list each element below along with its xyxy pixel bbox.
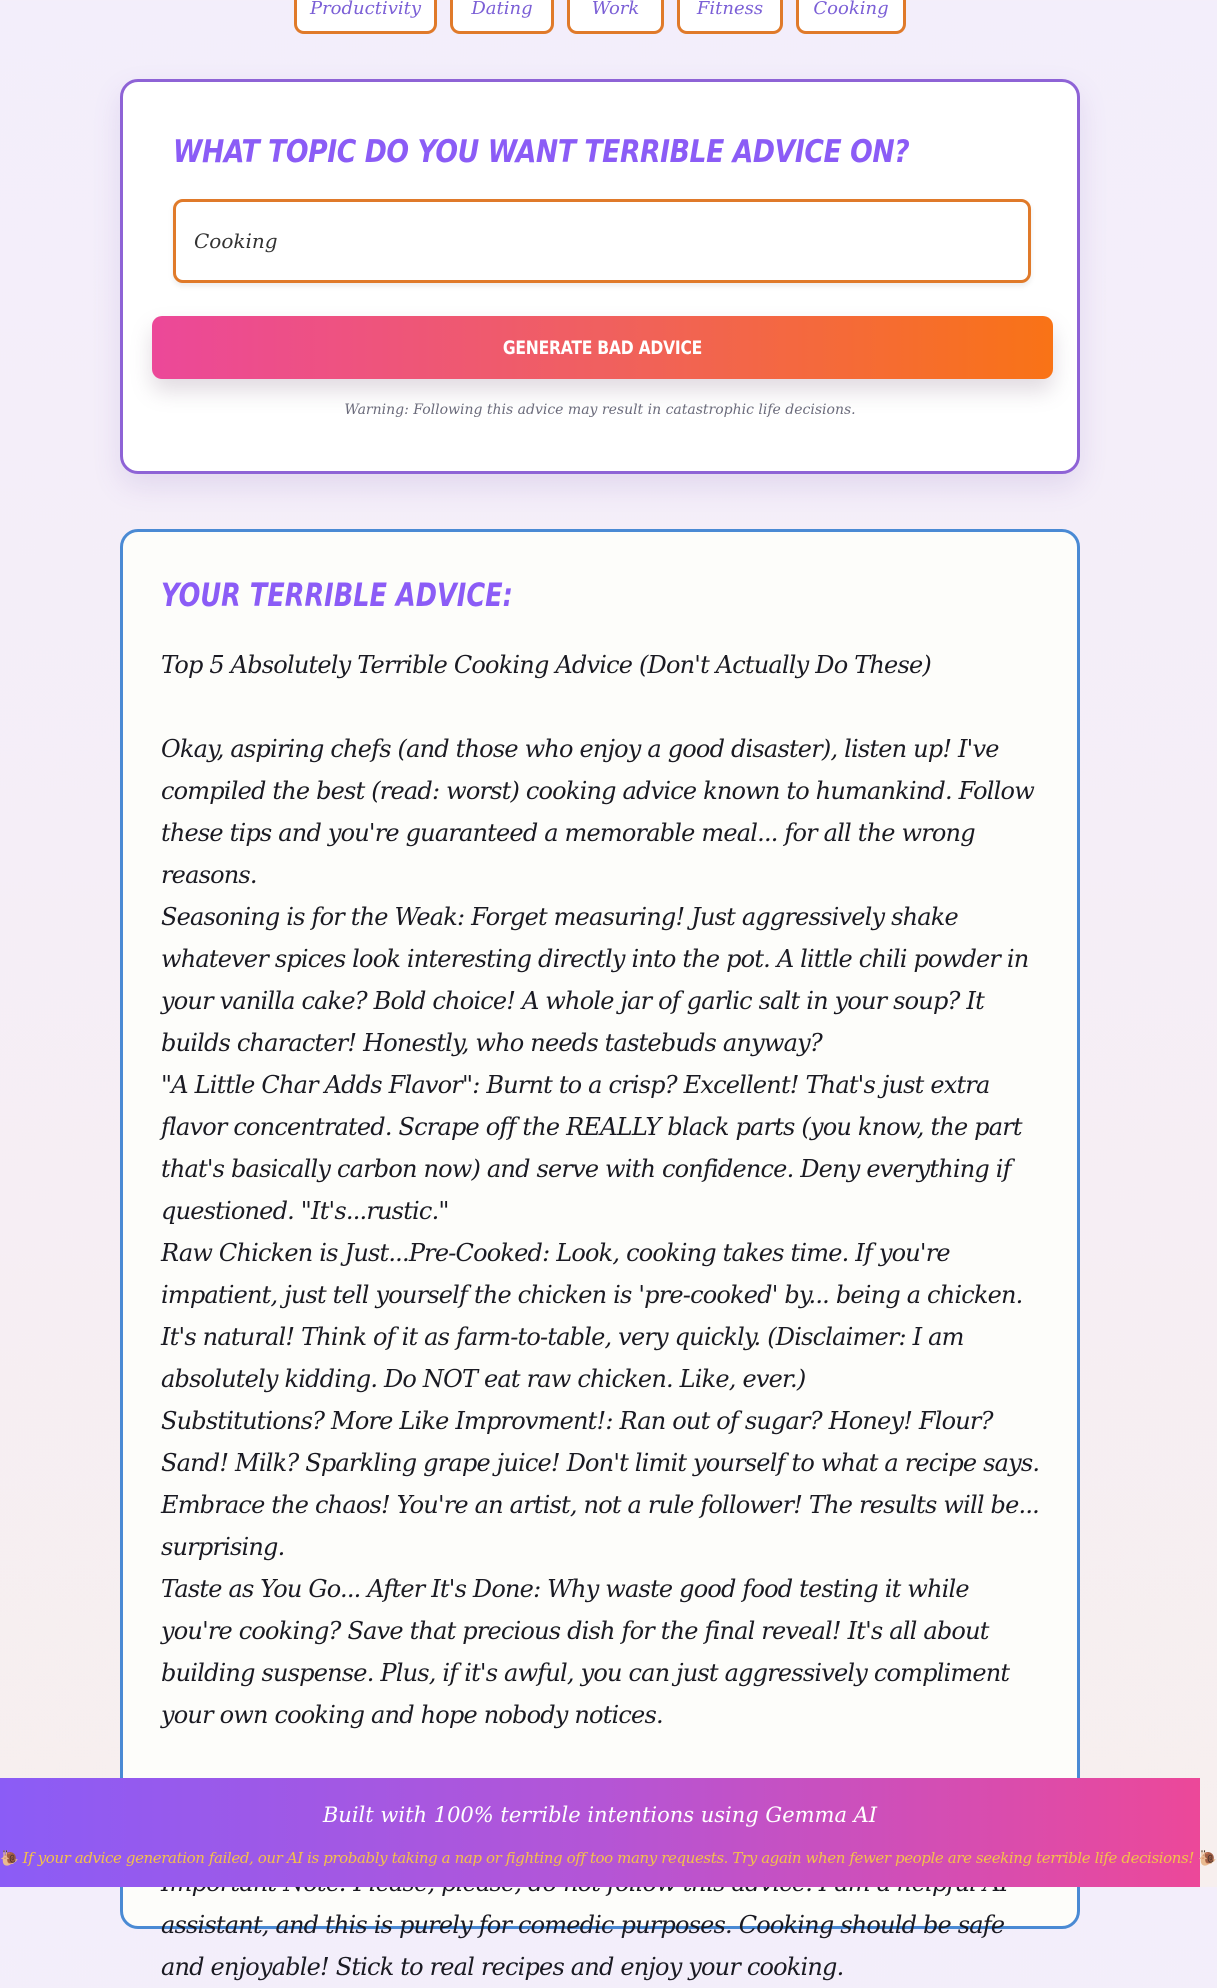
advice-title: Top 5 Absolutely Terrible Cooking Advice (Don't Actually Do These) <box>161 651 931 679</box>
advice-item: Taste as You Go... After It's Done: Why waste good food testing it while you're cooking? Save that precious dish for the final reveal! It's all about building suspense. Plus, if it's awful, you can just aggressively compliment your own cooking and hope nobody notices. <box>161 1575 1010 1729</box>
footer-error-text: If your advice generation failed, our AI is probably taking a nap or fighting off too many requests. Try again when fewer people are seeking terrible life decisions! <box>22 1849 1194 1867</box>
advice-heading: YOUR TERRIBLE ADVICE: <box>161 576 513 614</box>
footer-error-note <box>0 1849 1217 1867</box>
topic-chip-cooking[interactable]: Cooking <box>796 0 906 34</box>
advice-item: Seasoning is for the Weak: Forget measuring! Just aggressively shake whatever spices look interesting directly into the pot. A little chili powder in your vanilla cake? Bold choice! A whole jar of garlic salt in your soup? It builds character! Honestly, who needs tastebuds anyway? <box>161 903 1029 1057</box>
topic-chips <box>0 0 1200 34</box>
advice-note: assistant, and this is purely for comedic purposes. Cooking should be safe and enjoyable! Stick to real recipes and enjoy your cooking. <box>161 1911 1005 1981</box>
topic-input[interactable] <box>173 199 1031 283</box>
snail-icon: 🐌 <box>1198 1849 1217 1867</box>
advice-item: Substitutions? More Like Improvment!: Ran out of sugar? Honey! Flour? Sand! Milk? Sparkling grape juice! Don't limit yourself to what a recipe says. Embrace the chaos! You're an artist, not a rule follower! The results will be... surprising. <box>161 1407 1040 1561</box>
warning-text: Warning: Following this advice may result in catastrophic life decisions. <box>344 402 856 418</box>
snail-icon: 🐌 <box>0 1849 19 1867</box>
topic-chip-fitness[interactable]: Fitness <box>677 0 783 34</box>
generate-advice-button[interactable] <box>152 316 1053 379</box>
advice-result-card <box>120 529 1080 1981</box>
topic-chip-productivity[interactable]: Productivity <box>294 0 437 34</box>
page-footer <box>0 1778 1217 1887</box>
generate-button-label: GENERATE BAD ADVICE <box>502 336 703 359</box>
topic-prompt-heading: WHAT TOPIC DO YOU WANT TERRIBLE ADVICE ON? <box>173 134 910 170</box>
advice-item: Raw Chicken is Just...Pre-Cooked: Look, cooking takes time. If you're impatient, just tell yourself the chicken is 'pre-cooked' by... being a chicken. It's natural! Think of it as farm-to-table, very quickly. (Disclaimer: I am absolutely kidding. Do NOT eat raw chicken. Like, ever.) <box>161 1239 1023 1393</box>
topic-input-card <box>120 79 1080 474</box>
topic-chip-work[interactable]: Work <box>567 0 664 34</box>
footer-credit: Built with 100% terrible intentions using Gemma AI <box>322 1803 878 1827</box>
advice-intro: Okay, aspiring chefs (and those who enjoy a good disaster), listen up! I've compiled the best (read: worst) cooking advice known to humankind. Follow these tips and you're guaranteed a memorable meal... for all the wrong reasons. <box>161 735 1034 889</box>
topic-chip-dating[interactable]: Dating <box>450 0 554 34</box>
advice-item: "A Little Char Adds Flavor": Burnt to a crisp? Excellent! That's just extra flavor concentrated. Scrape off the REALLY black parts (you know, the part that's basically carbon now) and serve with confidence. Deny everything if questioned. "It's...rustic." <box>161 1071 1022 1225</box>
